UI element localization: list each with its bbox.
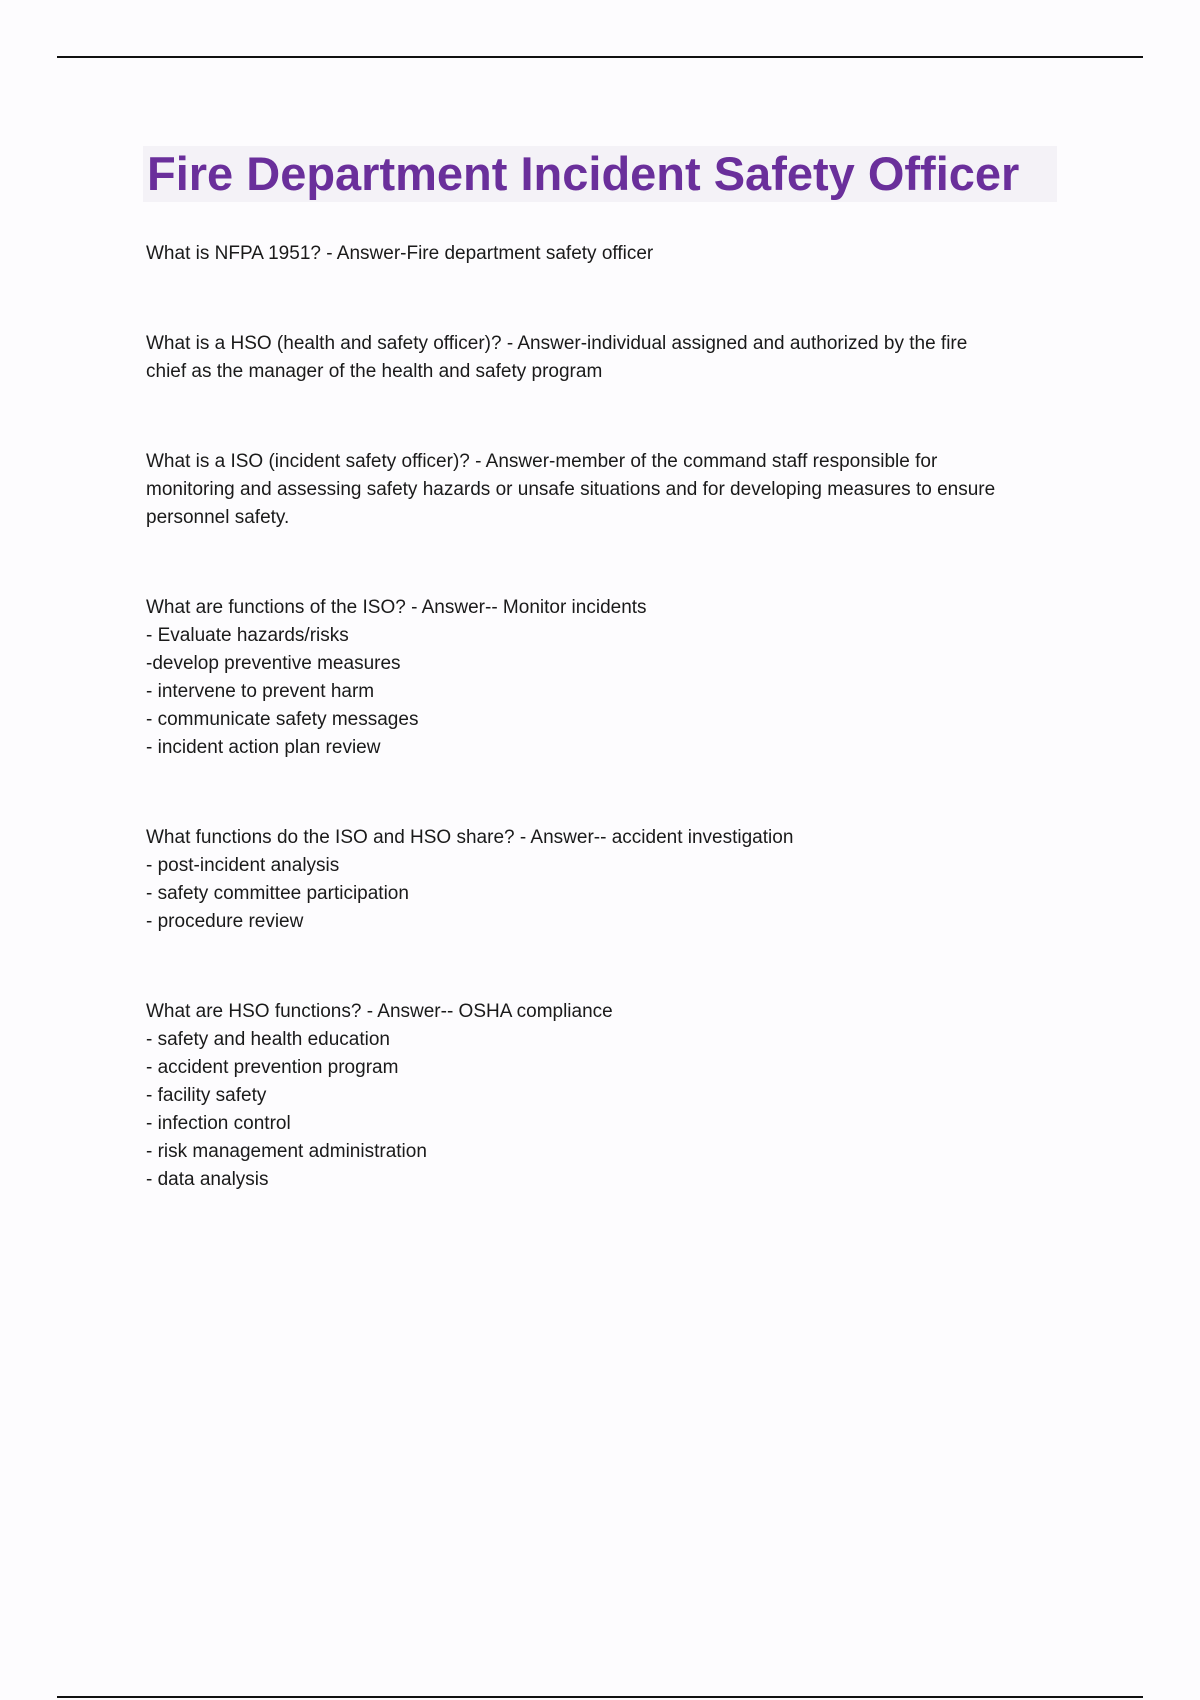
document-body [146,240,1066,1194]
qa-item [146,998,1066,1194]
list-item: - intervene to prevent harm [146,681,375,702]
document-title: Fire Department Incident Safety Officer [147,147,1020,200]
list-item: - risk management administration [146,1141,427,1162]
qa-text-line: What functions do the ISO and HSO share? - Answer-- accident investigation [146,827,794,848]
qa-text-line: What is a HSO (health and safety officer)? - Answer-individual assigned and authorized by the fire [146,333,968,354]
list-item: - safety committee participation [146,883,409,904]
qa-item [146,240,1066,268]
qa-text-line: chief as the manager of the health and safety program [146,361,603,382]
list-item: - data analysis [146,1169,269,1190]
qa-text-line: What is NFPA 1951? - Answer-Fire department safety officer [146,243,654,264]
list-item: - incident action plan review [146,737,381,758]
qa-text-line: What are functions of the ISO? - Answer-- Monitor incidents [146,597,647,618]
list-item: -develop preventive measures [146,653,401,674]
top-rule [57,56,1143,58]
list-item: - communicate safety messages [146,709,419,730]
qa-text-line: What are HSO functions? - Answer-- OSHA compliance [146,1001,613,1022]
qa-item [146,330,1066,386]
qa-item [146,824,1066,936]
list-item: - facility safety [146,1085,267,1106]
qa-item [146,594,1066,762]
list-item: - safety and health education [146,1029,391,1050]
qa-text-line: personnel safety. [146,507,290,528]
qa-text-line: monitoring and assessing safety hazards or unsafe situations and for developing measures to ensure [146,479,996,500]
qa-item [146,448,1066,532]
list-item: - post-incident analysis [146,855,340,876]
qa-text-line: What is a ISO (incident safety officer)? - Answer-member of the command staff responsible for [146,451,938,472]
list-item: - infection control [146,1113,291,1134]
list-item: - Evaluate hazards/risks [146,625,349,646]
list-item: - accident prevention program [146,1057,399,1078]
bottom-rule [57,1696,1143,1698]
list-item: - procedure review [146,911,304,932]
title-banner [143,146,1057,202]
